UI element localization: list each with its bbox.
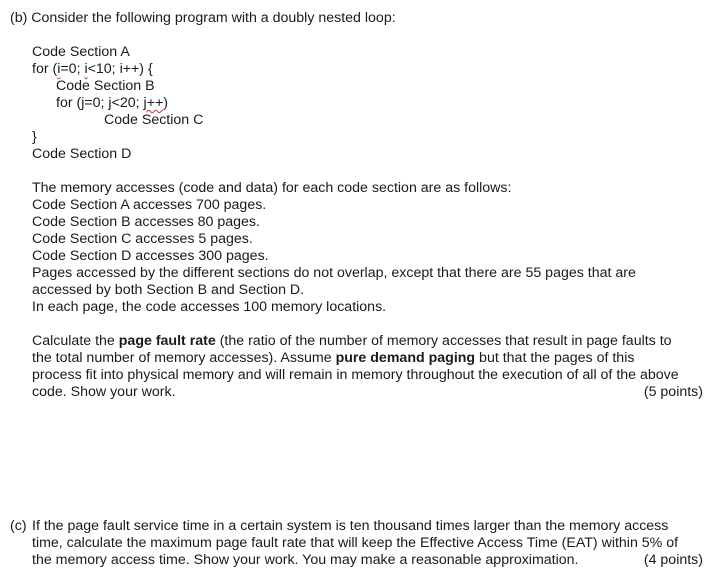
calc-line-1: Calculate the page fault rate (the ratio of the number of memory accesses that result in page faults to [32, 333, 672, 349]
access-section-d: Code Section D accesses 300 pages. [32, 248, 269, 264]
overlap-line-2: accessed by both Section B and Section D. [32, 282, 305, 298]
part-b-intro: Consider the following program with a doubly nested loop: [31, 10, 396, 26]
points-b: (5 points) [643, 384, 703, 400]
part-c-line-1: If the page fault service time in a certain system is ten thousand times larger than the memory access [32, 518, 669, 534]
calc-line-4: code. Show your work. [32, 384, 176, 400]
code-section-b: Code Section B [56, 78, 155, 94]
part-b-label: (b) [10, 10, 28, 26]
code-section-d: Code Section D [32, 146, 132, 162]
term-pure-demand-paging: pure demand paging [335, 350, 476, 366]
access-section-a: Code Section A accesses 700 pages. [32, 197, 267, 213]
overlap-line-1: Pages accessed by the different sections do not overlap, except that there are 55 pages that are [32, 265, 636, 281]
code-section-a: Code Section A [32, 44, 130, 60]
part-c-line-3: the memory access time. Show your work. You may make a reasonable approximation. [32, 552, 579, 568]
outer-for-loop: for (i=0; i<10; i++) { [32, 61, 153, 77]
close-brace: } [32, 129, 37, 145]
memory-intro: The memory accesses (code and data) for each code section are as follows: [32, 180, 512, 196]
code-section-c: Code Section C [104, 112, 204, 128]
access-section-b: Code Section B accesses 80 pages. [32, 214, 260, 230]
inner-for-loop: for (j=0; j<20; j++) [56, 95, 169, 111]
access-section-c: Code Section C accesses 5 pages. [32, 231, 253, 247]
part-c-line-2: time, calculate the maximum page fault rate that will keep the Effective Access Time (EAT) within 5% of [32, 535, 679, 551]
points-c: (4 points) [643, 552, 703, 568]
calc-line-2: the total number of memory accesses). Assume pure demand paging but that the pages of this [32, 350, 635, 366]
term-page-fault-rate: page fault rate [118, 333, 216, 349]
part-c-label: (c) [10, 518, 27, 534]
locations-line: In each page, the code accesses 100 memory locations. [32, 299, 387, 315]
calc-line-3: process fit into physical memory and will remain in memory throughout the execution of all of the above [32, 367, 679, 383]
